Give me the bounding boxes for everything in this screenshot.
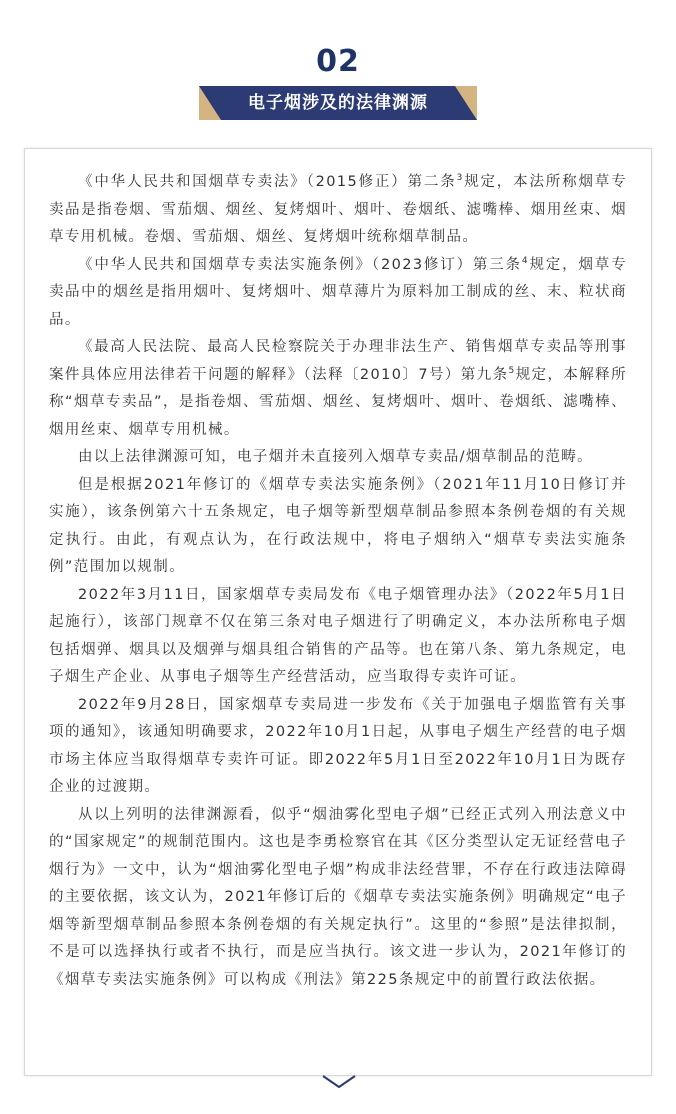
section-title: 电子烟涉及的法律渊源 <box>248 93 428 113</box>
paragraph: 《中华人民共和国烟草专卖法实施条例》（2023修订）第三条$^4$规定，烟草专卖品中的烟丝是指用烟叶、复烤烟叶、烟草薄片为原料加工制成的丝、末、粒状商品。 <box>49 255 627 328</box>
paragraph: 由以上法律渊源可知，电子烟并未直接列入烟草专卖品/烟草制品的范畴。 <box>78 449 594 465</box>
section-title-banner <box>199 86 477 120</box>
paragraph: 2022年3月11日，国家烟草专卖局发布《电子烟管理办法》（2022年5月1日起施行），该部门规章不仅在第三条对电子烟进行了明确定义，本办法所称电子烟包括烟弹、烟具以及烟弹与烟具组合销售的产品等。也在第八条、第九条规定，电子烟生产企业、从事电子烟等生产经营活动，应当取得专卖许可证。 <box>49 586 627 685</box>
paragraph: 但是根据2021年修订的《烟草专卖法实施条例》（2021年11月10日修订并实施），该条例第六十五条规定，电子烟等新型烟草制品参照本条例卷烟的有关规定执行。由此，有观点认为，在行政法规中，将电子烟纳入“烟草专卖法实施条例”范围加以规制。 <box>49 476 627 575</box>
paragraph: 《中华人民共和国烟草专卖法》（2015修正）第二条$^3$规定，本法所称烟草专卖品是指卷烟、雪茄烟、烟丝、复烤烟叶、烟叶、卷烟纸、滤嘴棒、烟用丝束、烟草专用机械。卷烟、雪茄烟、烟丝、复烤烟叶统称烟草制品。 <box>49 173 627 245</box>
paragraph: 《最高人民法院、最高人民检察院关于办理非法生产、销售烟草专卖品等刑事案件具体应用法律若干问题的解释》（法释〔2010〕7号）第九条$^5$规定，本解释所称“烟草专卖品”，是指卷烟、雪茄烟、烟丝、复烤烟叶、烟叶、卷烟纸、滤嘴棒、烟用丝束、烟草专用机械。 <box>49 339 627 438</box>
article-content-box <box>24 148 652 1076</box>
chevron-down-icon <box>322 1075 356 1089</box>
paragraph: 2022年9月28日，国家烟草专卖局进一步发布《关于加强电子烟监管有关事项的通知》，该通知明确要求，2022年10月1日起，从事电子烟生产经营的电子烟市场主体应当取得烟草专卖许可证。即2022年5月1日至2022年10月1日为既存企业的过渡期。 <box>49 696 627 795</box>
paragraph: 从以上列明的法律渊源看，似乎“烟油雾化型电子烟”已经正式列入刑法意义中的“国家规定”的规制范围内。这也是李勇检察官在其《区分类型认定无证经营电子烟行为》一文中，认为“烟油雾化型电子烟”构成非法经营罪，不存在行政违法障碍的主要依据，该文认为，2021年修订后的《烟草专卖法实施条例》明确规定“电子烟等新型烟草制品参照本条例卷烟的有关规定执行”。这里的“参照”是法律拟制，不是可以选择执行或者不执行，而是应当执行。该文进一步认为，2021年修订的《烟草专卖法实施条例》可以构成《刑法》第225条规定中的前置行政法依据。 <box>49 806 627 988</box>
section-number: 02 <box>316 44 360 79</box>
